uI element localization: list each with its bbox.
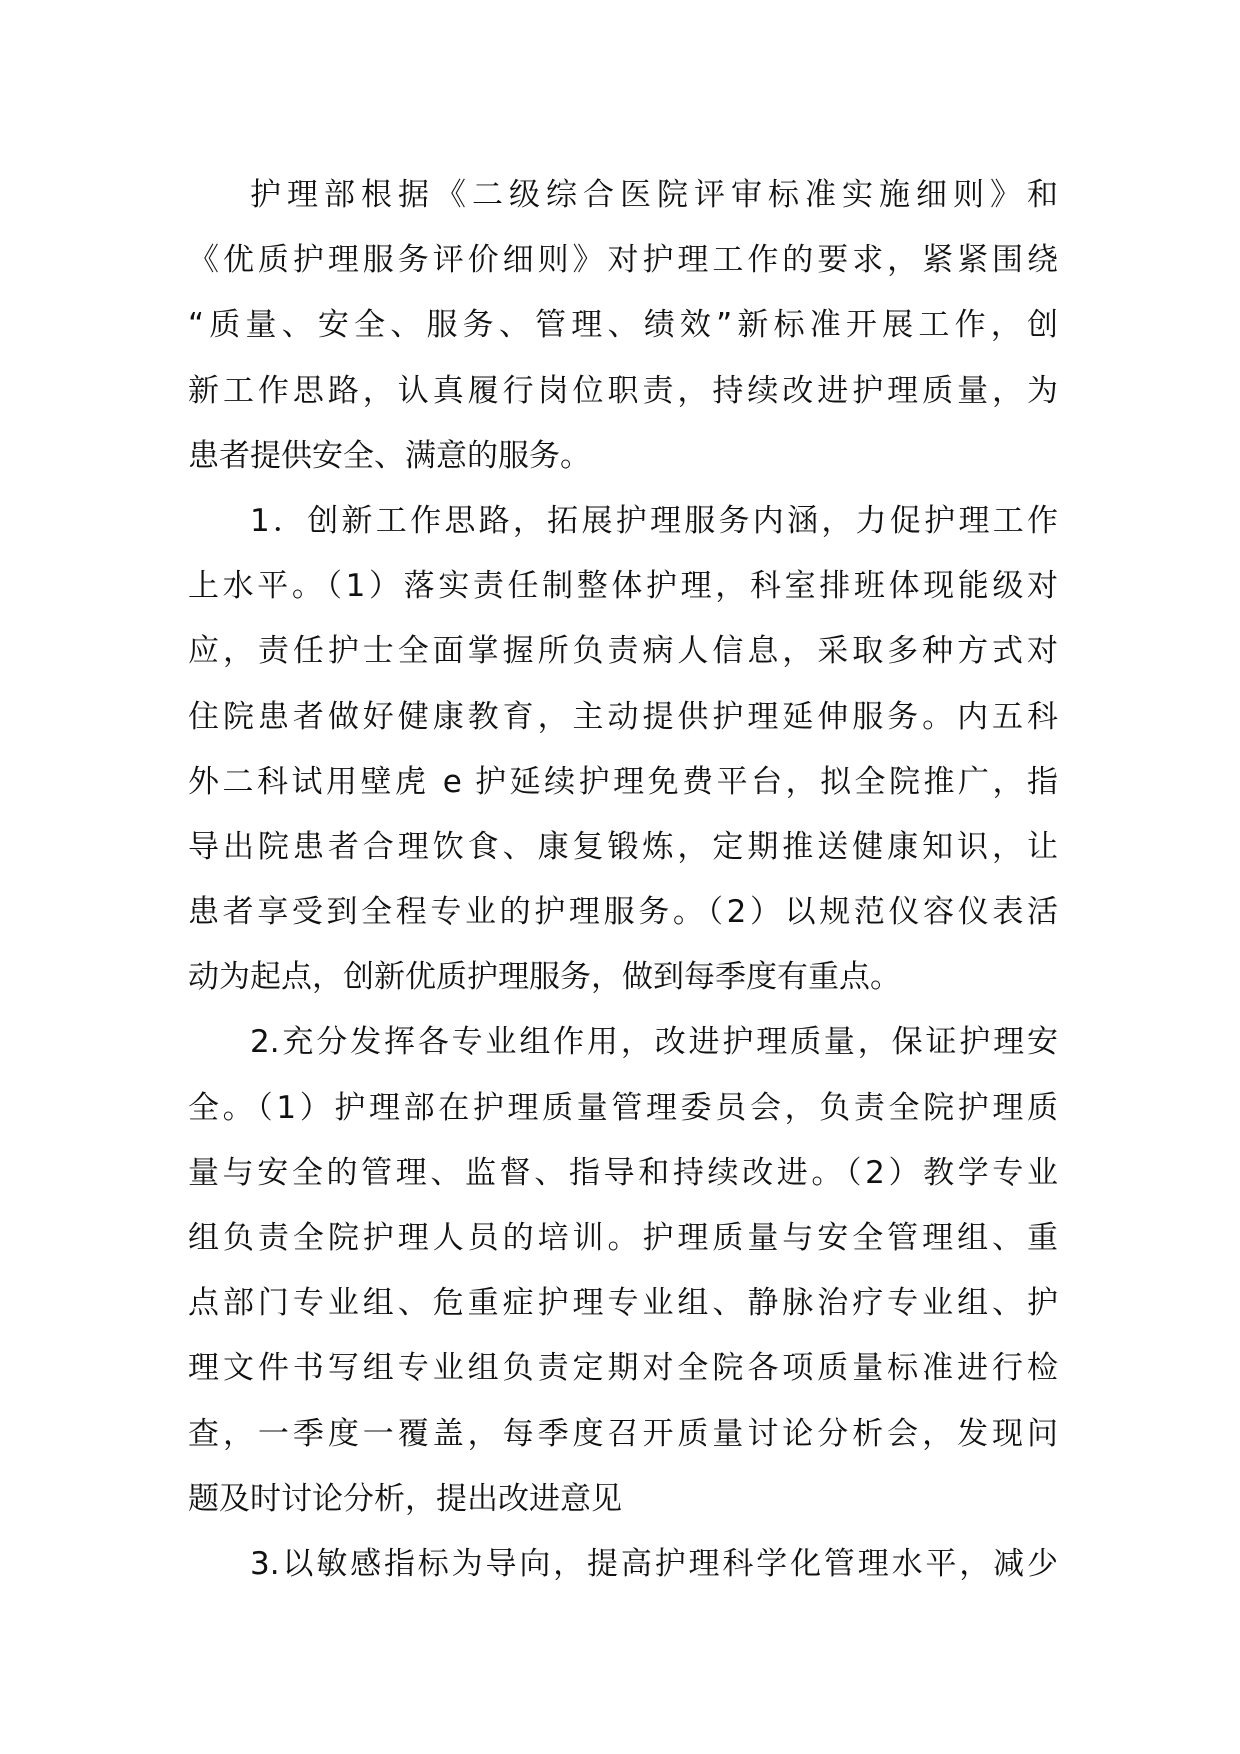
text-line: 题及时讨论分析，提出改进意见	[188, 1480, 622, 1517]
paragraph-intro	[188, 163, 1058, 489]
text-line: 理文件书写组专业组负责定期对全院各项质量标准进行检	[188, 1350, 1058, 1387]
text-line: 患者享受到全程专业的护理服务。（2）以规范仪容仪表活	[188, 894, 1058, 931]
paragraph-section-3	[188, 1532, 1058, 1597]
text-line: 《优质护理服务评价细则》对护理工作的要求，紧紧围绕	[188, 242, 1058, 279]
paragraph-section-2	[188, 1010, 1058, 1532]
text-line: 外二科试用壁虎 e 护延续护理免费平台，拟全院推广，指	[188, 763, 1058, 800]
text-line: 组负责全院护理人员的培训。护理质量与安全管理组、重	[188, 1220, 1058, 1256]
text-line: 3.以敏感指标为导向，提高护理科学化管理水平，减少	[250, 1545, 1058, 1582]
text-line: 1．创新工作思路，拓展护理服务内涵，力促护理工作	[250, 502, 1058, 539]
text-line: 动为起点，创新优质护理服务，做到每季度有重点。	[188, 959, 901, 996]
text-line: 患者提供安全、满意的服务。	[188, 437, 591, 474]
text-line: 新工作思路，认真履行岗位职责，持续改进护理质量，为	[188, 372, 1058, 409]
text-line: “质量、安全、服务、管理、绩效”新标准开展工作，创	[188, 307, 1058, 344]
text-line: 查，一季度一覆盖，每季度召开质量讨论分析会，发现问	[188, 1415, 1058, 1452]
text-line: 应，责任护士全面掌握所负责病人信息，采取多种方式对	[188, 633, 1058, 670]
text-line: 住院患者做好健康教育，主动提供护理延伸服务。内五科	[188, 698, 1058, 735]
text-line: 上水平。（1）落实责任制整体护理，科室排班体现能级对	[188, 568, 1058, 605]
text-line: 点部门专业组、危重症护理专业组、静脉治疗专业组、护	[188, 1285, 1058, 1322]
text-line: 护理部根据《二级综合医院评审标准实施细则》和	[250, 177, 1058, 213]
text-line: 量与安全的管理、监督、指导和持续改进。（2）教学专业	[188, 1154, 1058, 1191]
paragraph-section-1	[188, 489, 1058, 1011]
document-body	[188, 163, 1058, 1597]
text-line: 2.充分发挥各专业组作用，改进护理质量，保证护理安	[250, 1024, 1058, 1061]
text-line: 导出院患者合理饮食、康复锻炼，定期推送健康知识，让	[188, 828, 1058, 865]
text-line: 全。（1）护理部在护理质量管理委员会，负责全院护理质	[188, 1089, 1058, 1126]
